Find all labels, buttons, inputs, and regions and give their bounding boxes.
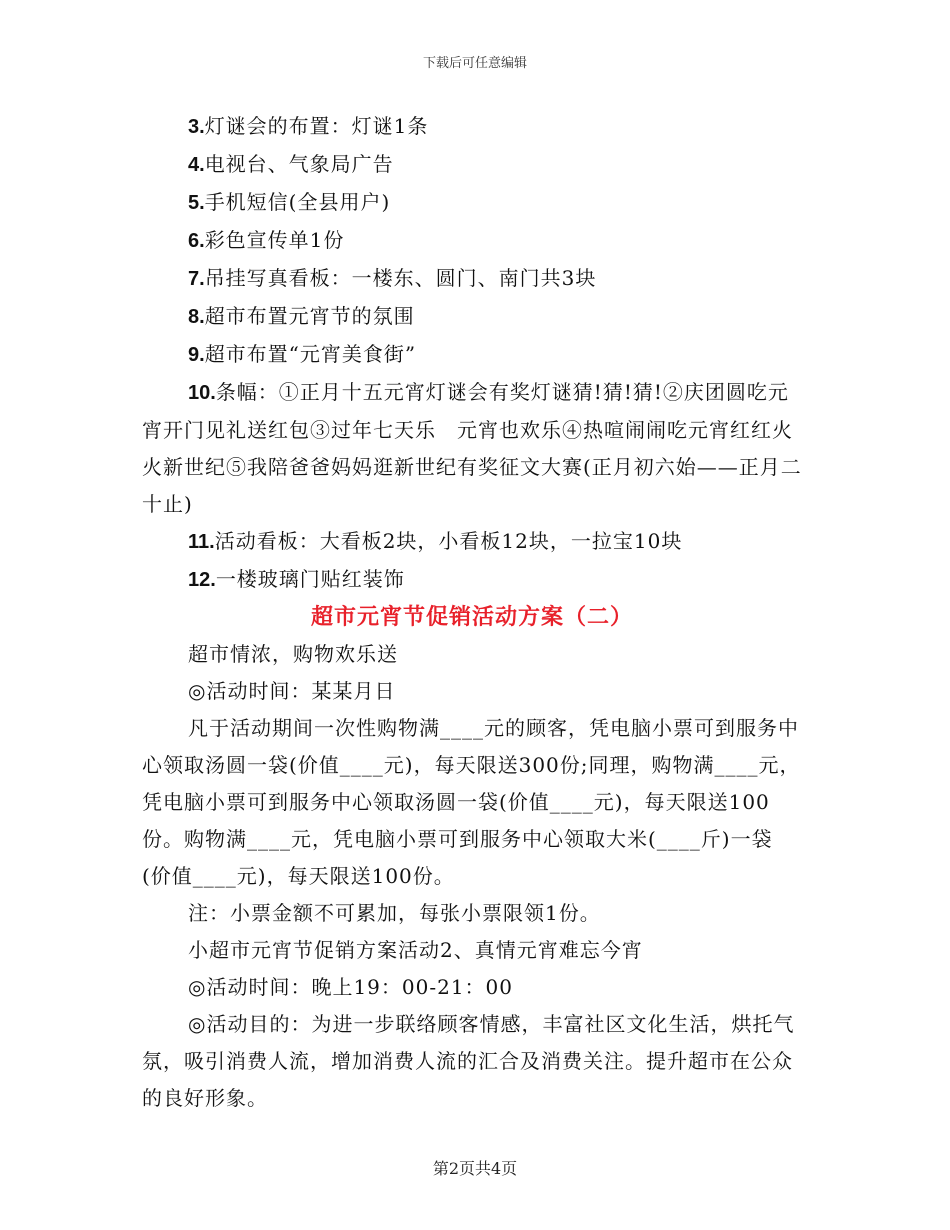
document-body	[142, 108, 802, 1117]
paragraph: ◎活动目的：为进一步联络顾客情感，丰富社区文化生活，烘托气氛，吸引消费人流，增加消费人流的汇合及消费关注。提升超市在公众的良好形象。	[142, 1012, 795, 1110]
paragraph: 小超市元宵节促销方案活动2、真情元宵难忘今宵	[188, 938, 643, 962]
list-item	[142, 260, 802, 298]
list-text: 一楼玻璃门贴红装饰	[215, 567, 405, 591]
list-number: 11.	[188, 531, 215, 553]
list-text: 超市布置“元宵美食街”	[204, 342, 417, 366]
page-header: 下载后可任意编辑	[422, 56, 527, 71]
list-number: 4.	[188, 154, 205, 176]
list-number: 12.	[188, 569, 216, 591]
list-item	[142, 336, 802, 374]
paragraph: ◎活动时间：某某月日	[188, 679, 396, 703]
list-text: 超市布置元宵节的氛围	[204, 304, 415, 328]
list-item	[142, 298, 802, 336]
section-title: 超市元宵节促销活动方案（二）	[310, 604, 633, 630]
list-text: 灯谜会的布置：灯谜1条	[204, 114, 429, 138]
list-item	[142, 146, 802, 184]
list-item	[142, 184, 802, 222]
paragraph: 凡于活动期间一次性购物满____元的顾客，凭电脑小票可到服务中心领取汤圆一袋(价值____元)，每天限送300份;同理，购物满____元，凭电脑小票可到服务中心领取汤圆一袋(价值____元)，每天限送100份。购物满____元，凭电脑小票可到服务中心领取大米(____斤)一袋(价值____元)，每天限送100份。	[142, 716, 801, 888]
list-text: 手机短信(全县用户)	[204, 190, 391, 214]
list-number: 7.	[188, 268, 205, 290]
list-number: 6.	[188, 230, 205, 252]
list-text: 电视台、气象局广告	[204, 152, 394, 176]
list-text: 活动看板：大看板2块，小看板12块，一拉宝10块	[214, 529, 683, 553]
list-item	[142, 561, 802, 599]
list-text: 条幅：①正月十五元宵灯谜会有奖灯谜猜!猜!猜!②庆团圆吃元宵开门见礼送红包③过年七天乐 元宵也欢乐④热喧闹闹吃元宵红红火火新世纪⑤我陪爸爸妈妈逛新世纪有奖征文大赛(正月初六始——正月二十止)	[142, 380, 802, 516]
list-number: 9.	[188, 344, 205, 366]
list-item	[142, 108, 802, 146]
list-item	[142, 374, 802, 523]
paragraph: ◎活动时间：晚上19：00-21：00	[188, 975, 514, 999]
list-number: 8.	[188, 306, 205, 328]
list-number: 5.	[188, 192, 205, 214]
list-text: 吊挂写真看板：一楼东、圆门、南门共3块	[204, 266, 597, 290]
paragraph: 注：小票金额不可累加，每张小票限领1份。	[188, 901, 601, 925]
paragraph: 超市情浓，购物欢乐送	[188, 642, 398, 666]
list-number: 10.	[188, 382, 216, 404]
list-text: 彩色宣传单1份	[204, 228, 345, 252]
list-item	[142, 222, 802, 260]
list-item	[142, 523, 802, 561]
page-footer: 第2页共4页	[432, 1159, 518, 1178]
list-number: 3.	[188, 116, 205, 138]
